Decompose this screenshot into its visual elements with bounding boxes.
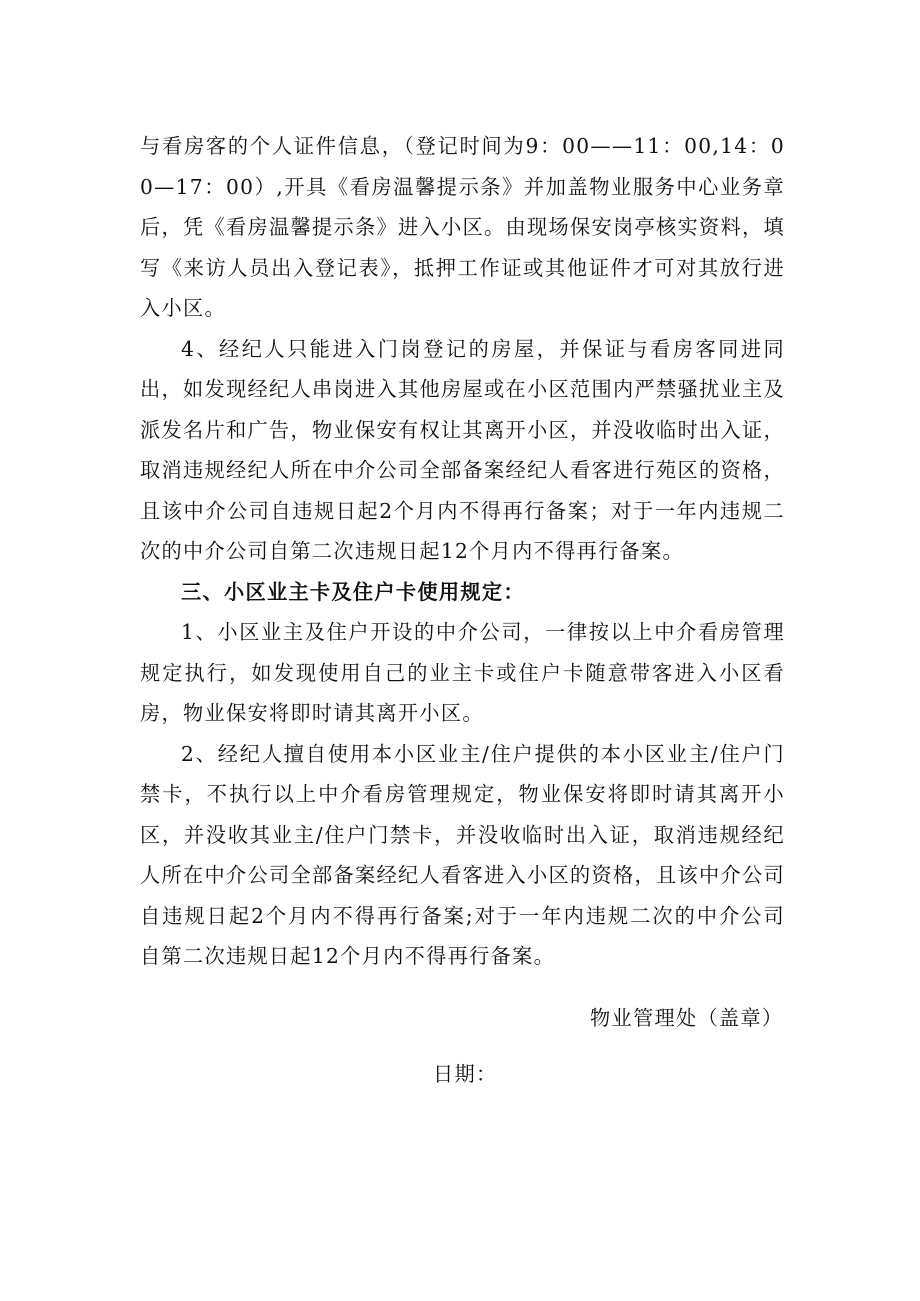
paragraph-rule-4: 4、经纪人只能进入门岗登记的房屋，并保证与看房客同进同出，如发现经纪人串岗进入其他房屋或在小区范围内严禁骚扰业主及派发名片和广告，物业保安有权让其离开小区，并没收临时出入证，取消违规经纪人所在中介公司全部备案经纪人看客进行苑区的资格，且该中介公司自违规日起2个月内不得再行备案；对于一年内违规二次的中介公司自第二次违规日起12个月内不得再行备案。 [140,336,785,563]
signature-line: 物业管理处（盖章） [590,1006,784,1030]
paragraph-card-rule-1: 1、小区业主及住户开设的中介公司，一律按以上中介看房管理规定执行，如发现使用自己的业主卡或住户卡随意带客进入小区看房，物业保安将即时请其离开小区。 [140,620,785,725]
paragraph-visitor-registration: 与看房客的个人证件信息，（登记时间为9：00——11：00,14：00—17：00）,开具《看房温馨提示条》并加盖物业服务中心业务章后，凭《看房温馨提示条》进入小区。由现场保安岗亭核实资料，填写《来访人员出入登记表》，抵押工作证或其他证件才可对其放行进入小区。 [140,134,785,320]
date-label: 日期： [433,1062,498,1086]
document-body [140,126,785,977]
section-heading-3: 三、小区业主卡及住户卡使用规定： [181,579,525,604]
paragraph-card-rule-2: 2、经纪人擅自使用本小区业主/住户提供的本小区业主/住户门禁卡，不执行以上中介看房管理规定，物业保安将即时请其离开小区，并没收其业主/住户门禁卡，并没收临时出入证，取消违规经纪人所在中介公司全部备案经纪人看客进入小区的资格，且该中介公司自违规日起2个月内不得再行备案;对于一年内违规二次的中介公司自第二次违规日起12个月内不得再行备案。 [140,741,785,968]
